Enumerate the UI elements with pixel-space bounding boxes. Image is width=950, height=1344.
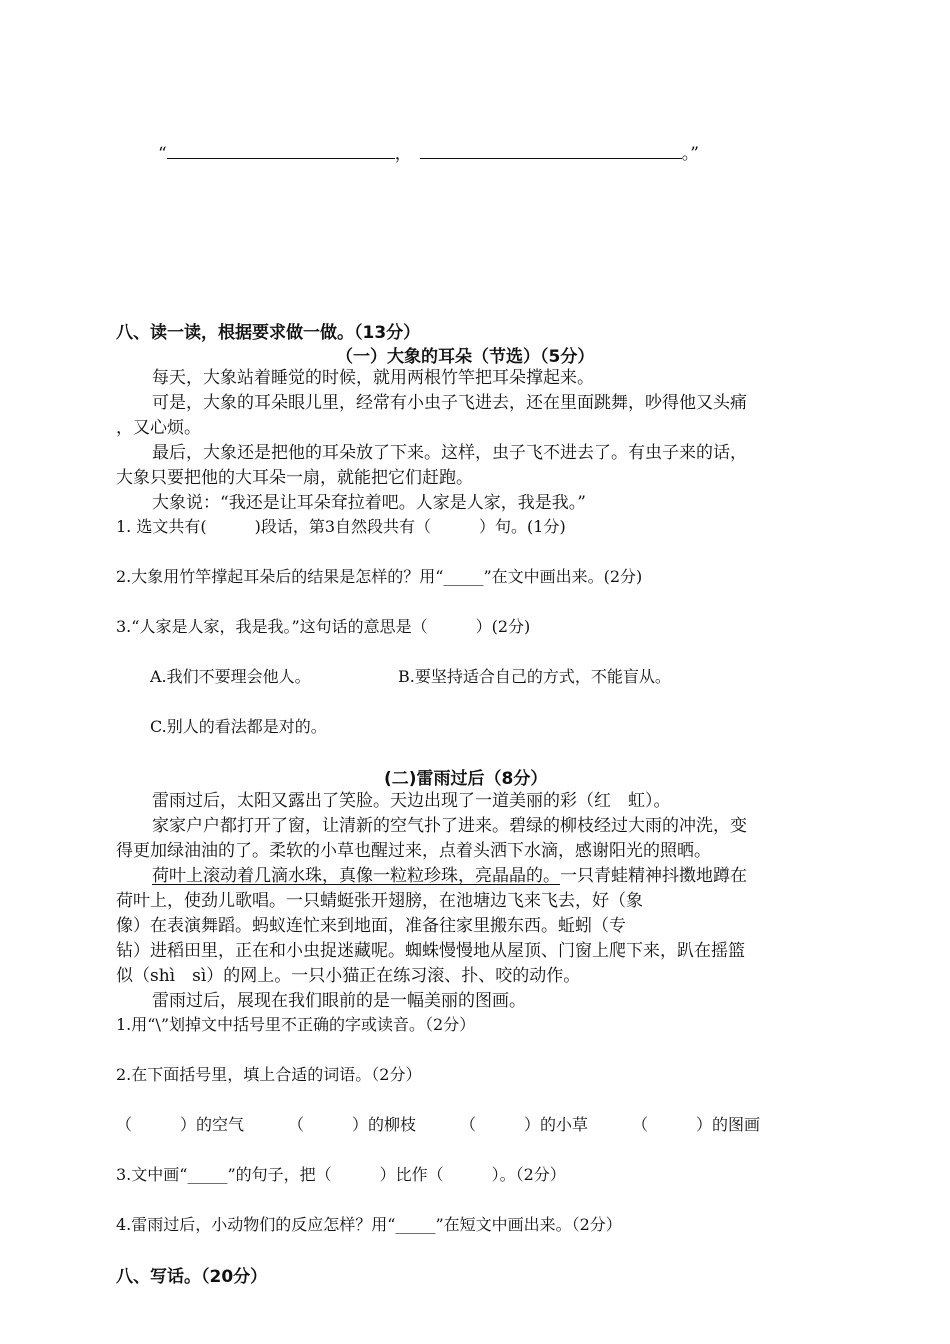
fill-1[interactable]: （ ）的空气 bbox=[116, 1115, 245, 1134]
p3-rest: 一只青蛙精神抖擞地蹲在 bbox=[560, 866, 747, 886]
answer-line bbox=[158, 140, 699, 166]
open-quote: “ bbox=[158, 144, 167, 164]
part1-para2b: ，又心烦。 bbox=[116, 418, 201, 438]
close-quote: 。” bbox=[681, 144, 699, 164]
part1-question-3: 3.“人家是人家，我是我。”这句话的意思是（ ）(2分) bbox=[116, 617, 531, 636]
part1-para4: 大象说：“我还是让耳朵耷拉着吧。人家是人家，我是我。” bbox=[152, 493, 586, 513]
part2-p3e: 似（shì sì）的网上。一只小猫正在练习滚、扑、咬的动作。 bbox=[116, 966, 581, 986]
fill-2[interactable]: （ ）的柳枝 bbox=[288, 1115, 417, 1134]
part2-p1: 雷雨过后，太阳又露出了笑脸。天边出现了一道美丽的彩（红 虹）。 bbox=[152, 791, 671, 811]
part2-p4: 雷雨过后，展现在我们眼前的是一幅美丽的图画。 bbox=[152, 991, 526, 1011]
part2-title: (二)雷雨过后（8分） bbox=[384, 769, 548, 789]
part2-p3 bbox=[152, 864, 747, 888]
part2-question-4: 4.雷雨过后，小动物们的反应怎样？用“_____”在短文中画出来。（2分） bbox=[116, 1215, 622, 1234]
part1-para3a: 最后，大象还是把他的耳朵放了下来。这样，虫子飞不进去了。有虫子来的话， bbox=[152, 443, 747, 463]
part2-p2a: 家家户户都打开了窗，让清新的空气扑了进来。碧绿的柳枝经过大雨的冲洗，变 bbox=[152, 816, 747, 836]
option-c: C.别人的看法都是对的。 bbox=[150, 717, 327, 736]
part1-para2a: 可是，大象的耳朵眼儿里，经常有小虫子飞进去，还在里面跳舞，吵得他又头痛 bbox=[152, 393, 747, 413]
fill-4[interactable]: （ ）的图画 bbox=[632, 1115, 761, 1134]
part1-question-2: 2.大象用竹竿撑起耳朵后的结果是怎样的？用“_____”在文中画出来。(2分) bbox=[116, 567, 643, 586]
part1-para3b: 大象只要把他的大耳朵一扇，就能把它们赶跑。 bbox=[116, 468, 473, 488]
option-b: B.要坚持适合自己的方式，不能盲从。 bbox=[398, 667, 671, 686]
comma: ， bbox=[394, 144, 412, 164]
part2-question-2: 2.在下面括号里，填上合适的词语。（2分） bbox=[116, 1065, 422, 1084]
part1-question-1: 1. 选文共有( )段话，第3自然段共有（ ）句。(1分) bbox=[116, 517, 566, 536]
part2-p3b: 荷叶上，使劲儿歌唱。一只蜻蜓张开翅膀，在池塘边飞来飞去，好（象 bbox=[116, 891, 643, 911]
answer-blank-2[interactable] bbox=[420, 140, 682, 159]
part2-question-3: 3.文中画“_____”的句子，把（ ）比作（ ）。（2分） bbox=[116, 1165, 566, 1184]
writing-title: 八、写话。（20分） bbox=[116, 1267, 268, 1287]
fill-3[interactable]: （ ）的小草 bbox=[460, 1115, 589, 1134]
part2-p2b: 得更加绿油油的了。柔软的小草也醒过来，点着头洒下水滴，感谢阳光的照晒。 bbox=[116, 841, 711, 861]
part1-title: （一）大象的耳朵（节选）（5分） bbox=[336, 347, 595, 367]
underlined-sentence: 荷叶上滚动着几滴水珠，真像一粒粒珍珠，亮晶晶的。 bbox=[152, 866, 560, 886]
answer-blank-1[interactable] bbox=[167, 140, 395, 159]
section-title: 八、读一读，根据要求做一做。（13分） bbox=[116, 323, 421, 343]
part2-p3d: 钻）进稻田里，正在和小虫捉迷藏呢。蜘蛛慢慢地从屋顶、门窗上爬下来，趴在摇篮 bbox=[116, 941, 745, 961]
part2-p3c: 像）在表演舞蹈。蚂蚁连忙来到地面，准备往家里搬东西。蚯蚓（专 bbox=[116, 916, 626, 936]
part1-para1: 每天，大象站着睡觉的时候，就用两根竹竿把耳朵撑起来。 bbox=[152, 368, 594, 388]
part2-question-1: 1.用“\”划掉文中括号里不正确的字或读音。（2分） bbox=[116, 1015, 476, 1034]
option-a: A.我们不要理会他人。 bbox=[150, 667, 311, 686]
